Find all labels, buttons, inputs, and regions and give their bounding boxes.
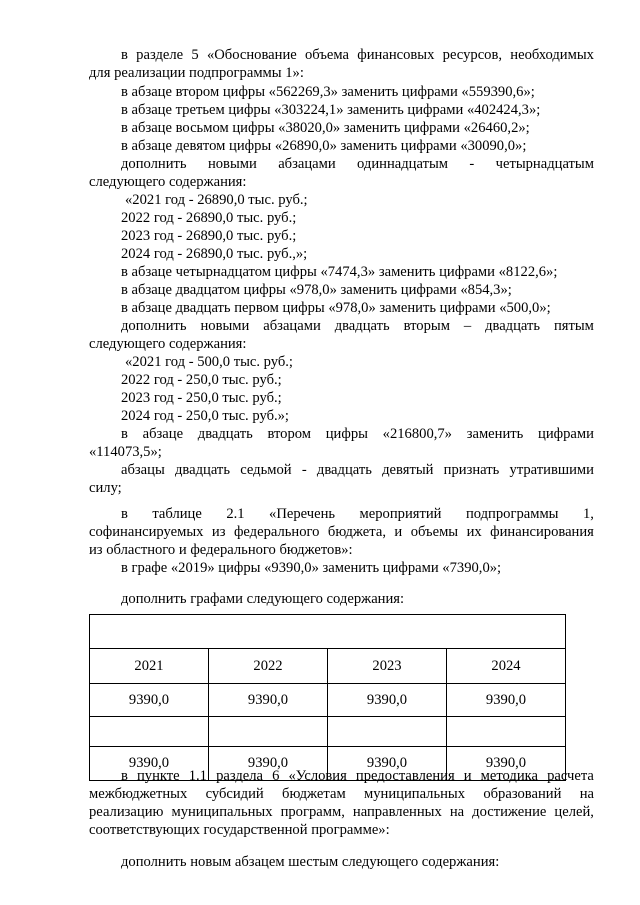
word: «Перечень — [269, 506, 336, 522]
word: - — [469, 156, 475, 172]
word: мероприятий — [359, 506, 442, 522]
word: двадцать — [316, 462, 372, 478]
word: муниципальных — [171, 804, 273, 820]
word: утратившими — [509, 462, 594, 478]
paragraph-line: «114073,5»; — [89, 444, 162, 460]
table-cell — [209, 717, 328, 747]
table-cell: 9390,0 — [447, 747, 566, 781]
paragraph-line — [121, 317, 594, 335]
paragraph-line — [121, 155, 594, 173]
table-row — [90, 684, 566, 717]
word: 1.1 — [188, 768, 207, 784]
table-cell — [447, 717, 566, 747]
word: федерального — [233, 524, 320, 540]
paragraph-line — [89, 803, 594, 821]
paragraph-line: следующего содержания: — [89, 174, 247, 190]
word: – — [463, 318, 472, 334]
word: одиннадцатым — [357, 156, 449, 172]
word: объема — [305, 47, 349, 63]
word: признать — [443, 462, 500, 478]
word: «216800,7» — [382, 426, 452, 442]
paragraph-line: 2022 год - 250,0 тыс. руб.; — [121, 372, 282, 388]
word: финансирования — [490, 524, 594, 540]
paragraph-line: следующего содержания: — [89, 336, 247, 352]
word: финансовых — [357, 47, 435, 63]
table-cell: 9390,0 — [90, 747, 209, 781]
paragraph-line: силу; — [89, 480, 122, 496]
word: муниципальных — [363, 786, 466, 802]
paragraph-line: дополнить графами следующего содержания: — [121, 591, 405, 607]
word: образований — [483, 786, 562, 802]
word: заменить — [466, 426, 524, 442]
paragraph-line: в абзаце четырнадцатом цифры «7474,3» заменить цифрами «8122,6»; — [121, 264, 558, 280]
table-cell — [90, 717, 209, 747]
word: абзацами — [263, 318, 321, 334]
table-cell — [90, 615, 566, 649]
paragraph-line: в абзаце третьем цифры «303224,1» заменить цифрами «402424,3»; — [121, 102, 541, 118]
word: новыми — [207, 156, 257, 172]
table-cell: 9390,0 — [90, 684, 209, 717]
table-cell: 2022 — [209, 649, 328, 684]
table-cell: 2024 — [447, 649, 566, 684]
word: направленных — [352, 804, 442, 820]
table-cell: 9390,0 — [447, 684, 566, 717]
word: их — [466, 524, 482, 540]
table-row — [90, 649, 566, 684]
word: необходимых — [510, 47, 594, 63]
paragraph-line: «2021 год - 500,0 тыс. руб.; — [125, 354, 293, 370]
word: ресурсов, — [442, 47, 503, 63]
word: абзацами — [278, 156, 336, 172]
table-cell: 9390,0 — [209, 747, 328, 781]
word: и — [463, 768, 472, 784]
paragraph-line: в абзаце двадцатом цифры «978,0» заменить цифрами «854,3»; — [121, 282, 512, 298]
paragraph-line — [121, 425, 594, 443]
word: субсидий — [205, 786, 264, 802]
paragraph-line: в абзаце восьмом цифры «38020,0» заменить цифрами «26460,2»; — [121, 120, 530, 136]
word: на — [449, 804, 465, 820]
word: программ, — [280, 804, 345, 820]
funding-table — [89, 614, 566, 781]
word: разделе — [136, 47, 184, 63]
word: дополнить — [121, 318, 187, 334]
word: «Условия — [288, 768, 347, 784]
paragraph-line: соответствующих государственной программе»: — [89, 822, 390, 838]
word: в — [121, 47, 128, 63]
word: 6 — [272, 768, 280, 784]
word: таблице — [152, 506, 202, 522]
paragraph-line: 2022 год - 26890,0 тыс. руб.; — [121, 210, 297, 226]
word: подпрограммы — [465, 506, 559, 522]
word: методика — [480, 768, 539, 784]
word: межбюджетных — [89, 786, 188, 802]
word: и — [394, 524, 403, 540]
word: двадцать — [175, 462, 230, 478]
word: достижение — [472, 804, 547, 820]
word: целей, — [554, 804, 594, 820]
word: двадцать — [485, 318, 541, 334]
word: расчета — [547, 768, 594, 784]
table-cell: 9390,0 — [328, 747, 447, 781]
word: 1, — [582, 506, 594, 522]
word: новыми — [200, 318, 250, 334]
word: четырнадцатым — [495, 156, 594, 172]
paragraph-line — [121, 505, 594, 523]
paragraph-line — [121, 46, 594, 64]
word: дополнить — [121, 156, 187, 172]
word: абзаце — [142, 426, 184, 442]
word: реализацию — [89, 804, 164, 820]
paragraph-line: в абзаце втором цифры «562269,3» заменить цифрами «559390,6»; — [121, 84, 535, 100]
table-row — [90, 717, 566, 747]
word: в — [121, 426, 128, 442]
word: - — [301, 462, 307, 478]
word: предоставления — [355, 768, 455, 784]
paragraph-line: в абзаце девятом цифры «26890,0» заменить цифрами «30090,0»; — [121, 138, 527, 154]
word: цифры — [325, 426, 368, 442]
word: в — [121, 768, 128, 784]
word: абзацы — [121, 462, 165, 478]
word: девятый — [382, 462, 434, 478]
table-cell — [328, 717, 447, 747]
table-cell: 9390,0 — [209, 684, 328, 717]
word: вторым — [403, 318, 450, 334]
table-cell: 2023 — [328, 649, 447, 684]
word: раздела — [216, 768, 264, 784]
word: пятым — [553, 318, 594, 334]
word: двадцать — [334, 318, 390, 334]
paragraph-line: 2024 год - 26890,0 тыс. руб.,»; — [121, 246, 308, 262]
paragraph-line: в абзаце двадцать первом цифры «978,0» заменить цифрами «500,0»; — [121, 300, 551, 316]
paragraph-line — [89, 523, 594, 541]
paragraph-line — [121, 461, 594, 479]
word: объемы — [410, 524, 459, 540]
word: втором — [267, 426, 312, 442]
word: бюджетам — [282, 786, 346, 802]
word: на — [579, 786, 594, 802]
word: 2.1 — [226, 506, 245, 522]
paragraph-line: 2023 год - 26890,0 тыс. руб.; — [121, 228, 297, 244]
paragraph-line: дополнить новым абзацем шестым следующего содержания: — [121, 854, 500, 870]
word: из — [211, 524, 226, 540]
word: «Обоснование — [206, 47, 297, 63]
paragraph-line — [121, 767, 594, 785]
paragraph-line: из областного и федерального бюджетов»: — [89, 542, 353, 558]
word: пункте — [136, 768, 180, 784]
word: 5 — [191, 47, 199, 63]
paragraph-line — [89, 785, 594, 803]
word: софинансируемых — [89, 524, 204, 540]
word: в — [121, 506, 128, 522]
word: двадцать — [197, 426, 253, 442]
paragraph-line: 2023 год - 250,0 тыс. руб.; — [121, 390, 282, 406]
paragraph-line: «2021 год - 26890,0 тыс. руб.; — [125, 192, 308, 208]
word: бюджета, — [327, 524, 386, 540]
table-cell: 2021 — [90, 649, 209, 684]
table-cell: 9390,0 — [328, 684, 447, 717]
word: седьмой — [240, 462, 292, 478]
word: цифрами — [538, 426, 594, 442]
paragraph-line: 2024 год - 250,0 тыс. руб.»; — [121, 408, 289, 424]
paragraph-line: в графе «2019» цифры «9390,0» заменить цифрами «7390,0»; — [121, 560, 502, 576]
table-row — [90, 615, 566, 649]
paragraph-line: для реализации подпрограммы 1»: — [89, 65, 304, 81]
